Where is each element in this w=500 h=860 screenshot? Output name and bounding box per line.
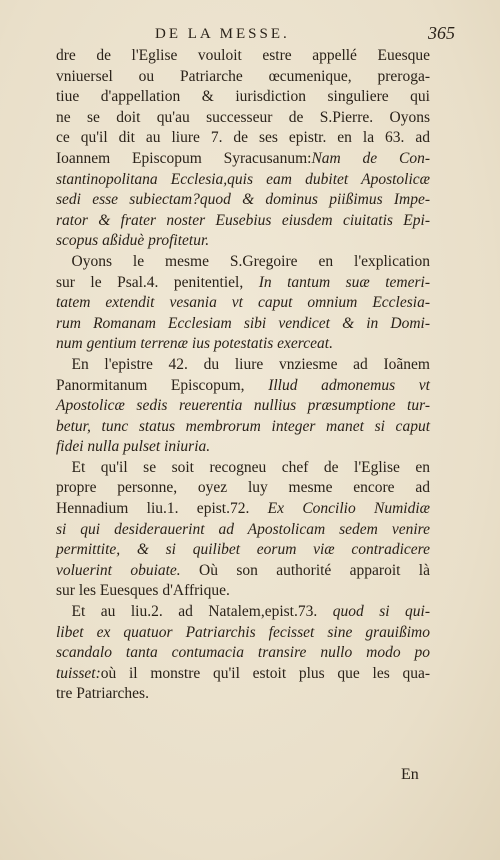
french-text: ne se doit qu'au successeur de S.Pierre. Oyons: [56, 108, 430, 126]
text-line: [56, 108, 430, 129]
french-text: ce qu'il dit au liure 7. de ses epistr. en la 63. ad: [56, 129, 430, 147]
text-line: [56, 643, 430, 664]
text-line: [56, 211, 430, 232]
text-line: [56, 46, 430, 67]
text-line: [56, 376, 430, 397]
french-text: Et au liu.2. ad Natalem,epist.73.: [56, 603, 333, 621]
french-text: Ioannem Episcopum Syracusanum:: [56, 149, 312, 167]
french-text: vniuersel ou Patriarche œcumenique, preroga-: [56, 67, 430, 85]
latin-quote: permittite, & si quilibet eorum viæ contradicere: [56, 541, 430, 559]
text-line: [56, 417, 430, 438]
latin-quote: sedi esse subiectam?quod & dominus piißimus Impe-: [56, 191, 430, 209]
text-line: [56, 396, 430, 417]
running-title: DE LA MESSE.: [155, 26, 290, 42]
text-line: [56, 67, 430, 88]
text-line: [56, 684, 430, 705]
paragraph: [56, 46, 430, 252]
latin-quote: quod si qui-: [332, 603, 430, 621]
french-text: Oyons le mesme S.Gregoire en l'explication: [56, 252, 430, 270]
latin-quote: fidei nulla pulset iniuria.: [56, 438, 211, 456]
text-line: [56, 128, 430, 149]
french-text: tre Patriarches.: [56, 685, 149, 703]
french-text: Et qu'il se soit recogneu chef de l'Eglise en: [56, 458, 430, 476]
text-line: [56, 334, 430, 355]
french-text: dre de l'Eglise vouloit estre appellé Euesque: [56, 47, 430, 64]
french-text: où il monstre qu'il estoit plus que les qua-: [100, 664, 430, 682]
french-text: tiue d'appellation & iurisdiction singuliere qui: [56, 88, 430, 106]
latin-quote: Ex Concilio Numidiæ: [267, 500, 431, 518]
text-line: [56, 273, 430, 294]
text-line: [56, 293, 430, 314]
text-line: [56, 499, 430, 520]
page-body: [56, 46, 430, 705]
latin-quote: rum Romanam Ecclesiam sibi vendicet & in Domi-: [56, 314, 430, 332]
text-line: [56, 252, 430, 273]
french-text: En l'epistre 42. du liure vnziesme ad Ioãnem: [56, 355, 430, 373]
latin-quote: stantinopolitana Ecclesia,quis eam dubitet Apostolicæ: [56, 170, 430, 188]
catchword: En: [401, 766, 419, 783]
text-line: [56, 231, 430, 252]
text-line: [56, 355, 430, 376]
text-line: [56, 190, 430, 211]
text-line: [56, 664, 430, 685]
text-line: [56, 458, 430, 479]
latin-quote: tatem extendit vesania vt caput omnium Ecclesia-: [56, 294, 430, 312]
latin-quote: voluerint obuiate.: [56, 561, 181, 579]
latin-quote: rator & frater noster Eusebius eiusdem ciuitatis Epi-: [56, 211, 430, 229]
french-text: sur les Euesques d'Affrique.: [56, 582, 230, 600]
paragraph: [56, 602, 430, 705]
text-line: [56, 87, 430, 108]
text-line: [56, 602, 430, 623]
latin-quote: Illud admonemus vt: [268, 376, 430, 394]
paragraph: [56, 355, 430, 458]
paragraph: [56, 458, 430, 602]
latin-quote: tuisset:: [56, 664, 101, 682]
text-line: [56, 581, 430, 602]
text-line: [56, 314, 430, 335]
text-line: [56, 149, 430, 170]
latin-quote: num gentium terrenæ ius potestatis exerceat.: [56, 335, 333, 353]
text-line: [56, 478, 430, 499]
latin-quote: betur, tunc status membrorum integer manet si caput: [56, 417, 430, 435]
text-line: [56, 623, 430, 644]
french-text: Hennadium liu.1. epist.72.: [56, 500, 268, 518]
latin-quote: scandalo tanta contumacia transire nullo modo po: [56, 644, 430, 662]
latin-quote: si qui desiderauerint ad Apostolicam sedem venire: [56, 520, 430, 538]
paragraph: [56, 252, 430, 355]
page-number: 365: [428, 23, 455, 43]
french-text: sur le Psal.4. penitentiel,: [56, 273, 259, 291]
french-text: propre personne, oyez luy mesme encore ad: [56, 479, 430, 497]
french-text: Où son authorité apparoit là: [180, 561, 430, 579]
latin-quote: libet ex quatuor Patriarchis fecisset sine grauißimo: [56, 623, 430, 641]
text-line: [56, 540, 430, 561]
latin-quote: Apostolicæ sedis reuerentia nullius præsumptione tur-: [56, 397, 430, 415]
page-header: [0, 23, 500, 48]
latin-quote: Nam de Con-: [311, 149, 430, 167]
text-line: [56, 437, 430, 458]
text-line: [56, 170, 430, 191]
french-text: Panormitanum Episcopum,: [56, 376, 269, 394]
latin-quote: scopus aßiduè profitetur.: [56, 232, 210, 250]
text-line: [56, 520, 430, 541]
text-line: [56, 561, 430, 582]
latin-quote: In tantum suæ temeri-: [258, 273, 430, 291]
